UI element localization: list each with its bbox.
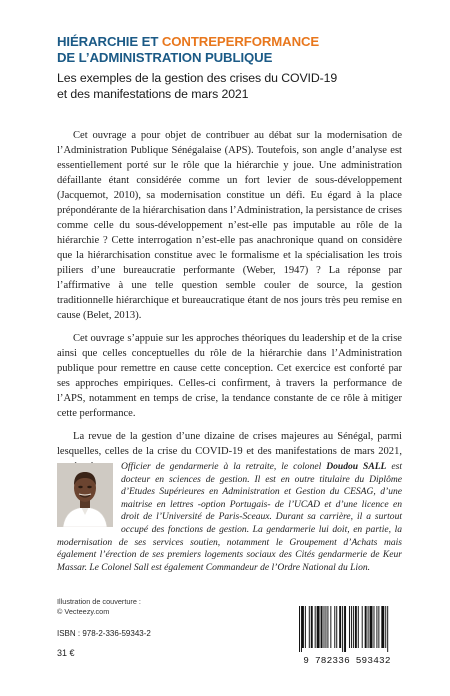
- barcode-bar: [362, 606, 363, 648]
- blurb-paragraph-1: Cet ouvrage a pour objet de contribuer au débat sur la modernisation de l’Administration Publique Sénégalaise (APS). Toutefois, son angle d’analyse est essentiellement porté sur le rôle que la hiérarchie y joue. Une administration défaillante étant considérée comme un fort levier de sous-développement (Jacquemot, 2010), sa modernisation constitue un défi. Eu égard à la place prépondérante de la hiérarchisation dans l’Administration, la persistance de crises comme celle du sous-développement n’est-elle pas imputable au rôle de la hiérarchie ? Cette interrogation n’est-elle pas anachronique quand on considère que la hiérarchisation constitue avec le formalisme et la spécialisation les trois piliers d’une bureaucratie performante (Weber, 1947) ? La réponse par l’affirmative à une telle question semble couler de source, la gestion traditionnelle hiérarchique et bureaucratique étant de nos jours très peu remise en cause (Belet, 2013).: [57, 130, 402, 321]
- title-accent: CONTREPERFORMANCE: [161, 34, 320, 49]
- barcode-bar: [330, 606, 331, 648]
- barcode-bar: [351, 606, 352, 648]
- barcode-bar: [302, 606, 304, 648]
- barcode-bar: [370, 606, 373, 648]
- subtitle-line2: et des manifestations de mars 2021: [57, 86, 249, 101]
- barcode-bar: [317, 606, 320, 648]
- barcode-bar: [355, 606, 357, 648]
- credit-line-1: Illustration de couverture :: [57, 597, 141, 606]
- author-name: Doudou SALL: [326, 461, 387, 472]
- book-title: [57, 34, 417, 66]
- barcode-bar: [299, 606, 300, 652]
- isbn: ISBN : 978-2-336-59343-2: [57, 629, 151, 638]
- barcode-bar: [373, 606, 374, 648]
- barcode-bar: [301, 606, 302, 652]
- blurb-paragraph-2: Cet ouvrage s’appuie sur les approches théoriques du leadership et de la crise ainsi que celles conceptuelles du rôle de la hiérarchie dans l’Administration publique pour remettre en cause cette conception. Cet exercice est conforté par ses approches empiriques. Celles-ci confirment, à travers la performance de l’APS, notamment en temps de crise, la tendance constante de ce rôle à mitiger cette performance.: [57, 333, 402, 419]
- barcode-bar: [336, 606, 337, 648]
- barcode-bar: [324, 606, 325, 648]
- barcode-bar: [327, 606, 328, 648]
- barcode-bar: [365, 606, 367, 648]
- barcode-bar: [305, 606, 306, 648]
- title-block: [57, 34, 417, 102]
- title-line2: DE L’ADMINISTRATION PUBLIQUE: [57, 50, 273, 65]
- barcode-bar: [342, 606, 343, 652]
- barcode-bar: [381, 606, 384, 648]
- author-portrait-icon: [57, 463, 113, 527]
- cover-credit: [57, 597, 141, 616]
- barcode-bar: [368, 606, 369, 648]
- bio-rest: est docteur en sciences de gestion. Il est en outre titulaire du Diplôme d’Etudes Supérieures en Administration et Gestion du CESAG, d’une maitrise en lettres -option Portugais- de l’UCAD et d’une licence en droit de l’Université de Paris-Sceaux. Durant sa carrière, il a surtout occupé des fonctions de gestion. La gendarmerie lui doit, en partie, la modernisation de ses services soutien, notamment le Groupement d’Achats mais également l’érection de ses premiers logements sociaux des Cités gendarmerie de Keur Massar. Le Colonel Sall est également Commandeur de l’Ordre National du Lion.: [57, 461, 402, 573]
- blurb-paragraph-3: La revue de la gestion d’une dizaine de crises majeures au Sénégal, parmi lesquelles, celles de la crise du COVID-19 et des manifestations de mars 2021,: [57, 431, 402, 457]
- barcode-digits: 9 782336 593432: [303, 655, 391, 666]
- barcode-bar: [349, 606, 350, 648]
- barcode-bar: [376, 606, 377, 648]
- barcode-bar: [344, 606, 346, 652]
- barcode-bar: [315, 606, 316, 648]
- barcode-bar: [309, 606, 310, 648]
- barcode-bar: [378, 606, 379, 648]
- credit-line-2: © Vecteezy.com: [57, 606, 110, 616]
- blurb: [57, 128, 402, 482]
- barcode-bar: [311, 606, 313, 648]
- author-section: [57, 461, 402, 574]
- book-subtitle: [57, 71, 417, 102]
- price: 31 €: [57, 648, 75, 658]
- title-part1: HIÉRARCHIE ET: [57, 34, 162, 49]
- barcode-bar: [387, 606, 388, 652]
- bio-intro: Officier de gendarmerie à la retraite, le colonel: [121, 461, 327, 472]
- barcode-bar: [339, 606, 341, 648]
- barcode-bar: [385, 606, 386, 648]
- barcode-bars-icon: [297, 606, 401, 654]
- barcode: [289, 606, 405, 666]
- barcode-bar: [334, 606, 335, 648]
- barcode-bar: [325, 606, 326, 648]
- author-photo: [57, 463, 113, 527]
- barcode-bar: [321, 606, 323, 648]
- barcode-bar: [358, 606, 359, 648]
- barcode-bar: [353, 606, 354, 648]
- subtitle-line1: Les exemples de la gestion des crises du COVID-19: [57, 71, 338, 85]
